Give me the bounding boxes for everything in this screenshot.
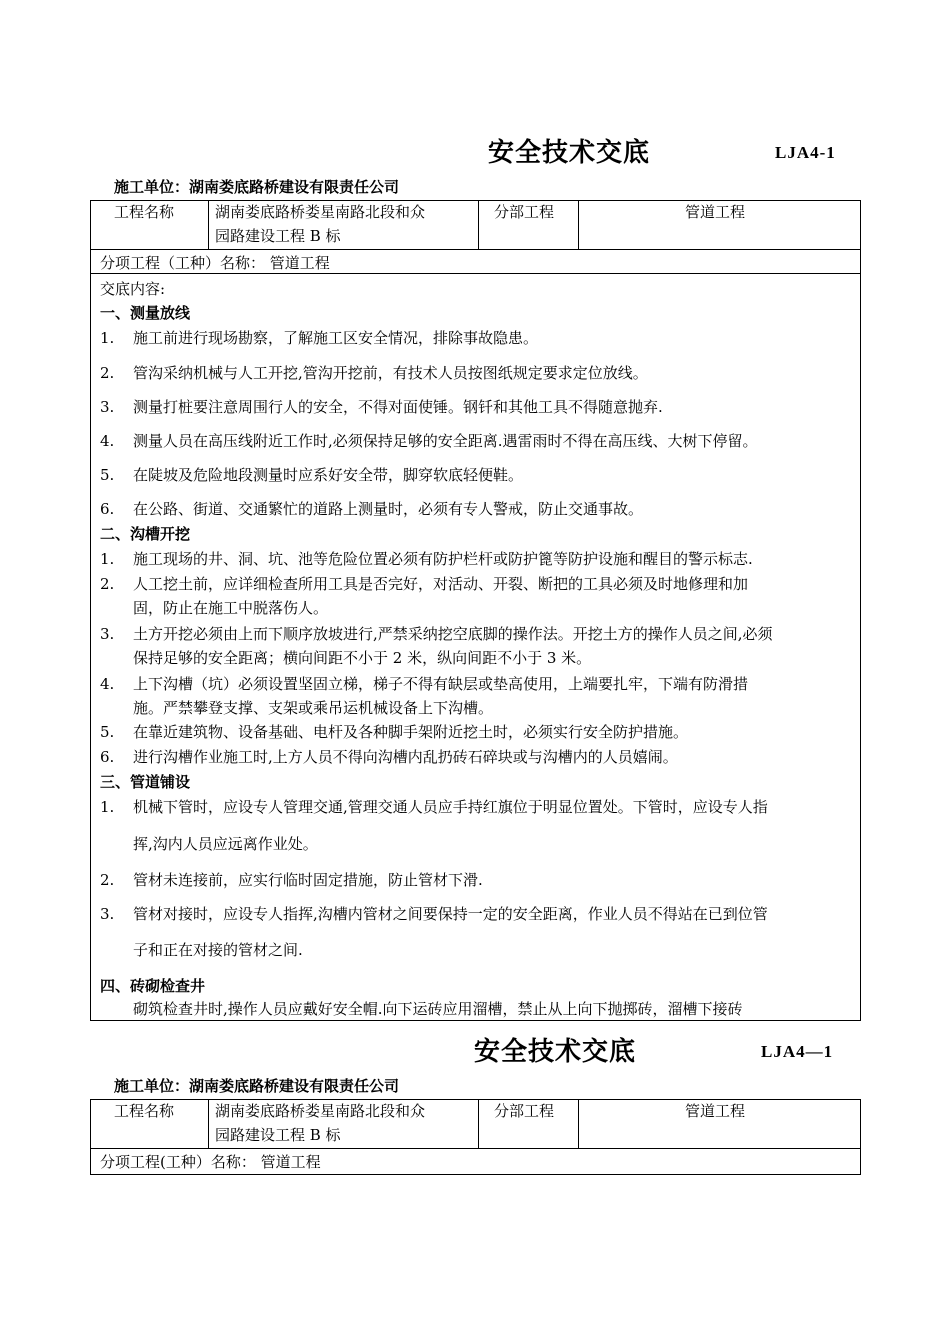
document-title: 安全技术交底 — [488, 138, 651, 168]
table-divider — [478, 200, 479, 249]
list-item: 管材未连接前，应实行临时固定措施，防止管材下滑. — [133, 871, 483, 889]
subitem-name: 分项工程(工种）名称： 管道工程 — [100, 1153, 321, 1171]
list-item: 在公路、街道、交通繁忙的道路上测量时，必须有专人警戒，防止交通事故。 — [133, 500, 644, 518]
project-name-label: 工程名称 — [114, 203, 175, 221]
list-item: 测量人员在高压线附近工作时,必须保持足够的安全距离.遇雷雨时不得在高压线、大树下停留。 — [133, 432, 758, 450]
table-divider — [208, 1099, 209, 1148]
section-title-trench: 二、沟槽开挖 — [100, 525, 191, 543]
list-item: 管材对接时，应设专人指挥,沟槽内管材之间要保持一定的安全距离，作业人员不得站在已到位管 — [133, 905, 768, 923]
section-title-pipe-laying: 三、管道铺设 — [100, 773, 191, 791]
document-title: 安全技术交底 — [474, 1037, 637, 1067]
table-divider — [208, 200, 209, 249]
document-code: LJA4-1 — [775, 143, 836, 162]
list-item-continuation: 施。严禁攀登支撑、支架或乘吊运机械设备上下沟槽。 — [133, 699, 494, 717]
project-name-value-line2: 园路建设工程 B 标 — [215, 227, 341, 245]
content-label: 交底内容: — [100, 280, 166, 298]
table-divider — [90, 1148, 861, 1149]
list-item-continuation: 保持足够的安全距离；横向间距不小于 2 米，纵向间距不小于 3 米。 — [133, 649, 592, 667]
list-item: 施工前进行现场勘察，了解施工区安全情况，排除事故隐患。 — [133, 329, 539, 347]
paragraph: 砌筑检查井时,操作人员应戴好安全帽.向下运砖应用溜槽，禁止从上向下抛掷砖，溜槽下接砖 — [133, 1000, 743, 1018]
list-item-continuation: 固，防止在施工中脱落伤人。 — [133, 599, 329, 617]
project-name-value-line2: 园路建设工程 B 标 — [215, 1126, 341, 1144]
list-item-number: 2. — [100, 364, 115, 382]
list-item: 在陡坡及危险地段测量时应系好安全带，脚穿软底轻便鞋。 — [133, 466, 524, 484]
list-item: 上下沟槽（坑）必须设置坚固立梯，梯子不得有缺层或垫高使用，上端要扎牢，下端有防滑措 — [133, 675, 749, 693]
project-name-value-line1: 湖南娄底路桥娄星南路北段和众 — [215, 203, 426, 221]
construction-unit: 施工单位：湖南娄底路桥建设有限责任公司 — [114, 178, 400, 196]
list-item-number: 3. — [100, 625, 115, 643]
list-item-number: 6. — [100, 748, 115, 766]
list-item-number: 5. — [100, 723, 115, 741]
list-item: 测量打桩要注意周围行人的安全，不得对面使锤。钢钎和其他工具不得随意抛弃. — [133, 398, 663, 416]
list-item-number: 1. — [100, 329, 115, 347]
table-divider — [578, 200, 579, 249]
division-label: 分部工程 — [494, 203, 555, 221]
list-item-continuation: 挥,沟内人员应远离作业处。 — [133, 835, 318, 853]
list-item: 管沟采纳机械与人工开挖,管沟开挖前，有技术人员按图纸规定要求定位放线。 — [133, 364, 648, 382]
document-code: LJA4—1 — [761, 1042, 834, 1061]
table-divider — [578, 1099, 579, 1148]
list-item: 土方开挖必须由上而下顺序放坡进行,严禁采纳挖空底脚的操作法。开挖土方的操作人员之间,必须 — [133, 625, 773, 643]
list-item-number: 5. — [100, 466, 115, 484]
table-divider — [90, 249, 861, 250]
list-item: 施工现场的井、洞、坑、池等危险位置必须有防护栏杆或防护篦等防护设施和醒目的警示标志. — [133, 550, 753, 568]
list-item: 人工挖土前，应详细检查所用工具是否完好，对活动、开裂、断把的工具必须及时地修理和加 — [133, 575, 749, 593]
table-divider — [478, 1099, 479, 1148]
section-title-manhole: 四、砖砌检查井 — [100, 977, 206, 995]
list-item: 进行沟槽作业施工时,上方人员不得向沟槽内乱扔砖石碎块或与沟槽内的人员嬉闹。 — [133, 748, 678, 766]
list-item-number: 2. — [100, 871, 115, 889]
list-item-number: 4. — [100, 675, 115, 693]
division-value: 管道工程 — [685, 1102, 746, 1120]
division-label: 分部工程 — [494, 1102, 555, 1120]
construction-unit: 施工单位：湖南娄底路桥建设有限责任公司 — [114, 1077, 400, 1095]
project-name-value-line1: 湖南娄底路桥娄星南路北段和众 — [215, 1102, 426, 1120]
list-item-number: 3. — [100, 905, 115, 923]
list-item-number: 1. — [100, 550, 115, 568]
list-item-number: 6. — [100, 500, 115, 518]
list-item-continuation: 子和正在对接的管材之间. — [133, 941, 303, 959]
project-name-label: 工程名称 — [114, 1102, 175, 1120]
division-value: 管道工程 — [685, 203, 746, 221]
list-item: 机械下管时，应设专人管理交通,管理交通人员应手持红旗位于明显位置处。下管时，应设专人指 — [133, 798, 768, 816]
list-item: 在靠近建筑物、设备基础、电杆及各种脚手架附近挖土时，必须实行安全防护措施。 — [133, 723, 689, 741]
list-item-number: 2. — [100, 575, 115, 593]
list-item-number: 3. — [100, 398, 115, 416]
subitem-name: 分项工程（工种）名称： 管道工程 — [100, 254, 330, 272]
section-title-survey: 一、测量放线 — [100, 304, 191, 322]
list-item-number: 4. — [100, 432, 115, 450]
list-item-number: 1. — [100, 798, 115, 816]
